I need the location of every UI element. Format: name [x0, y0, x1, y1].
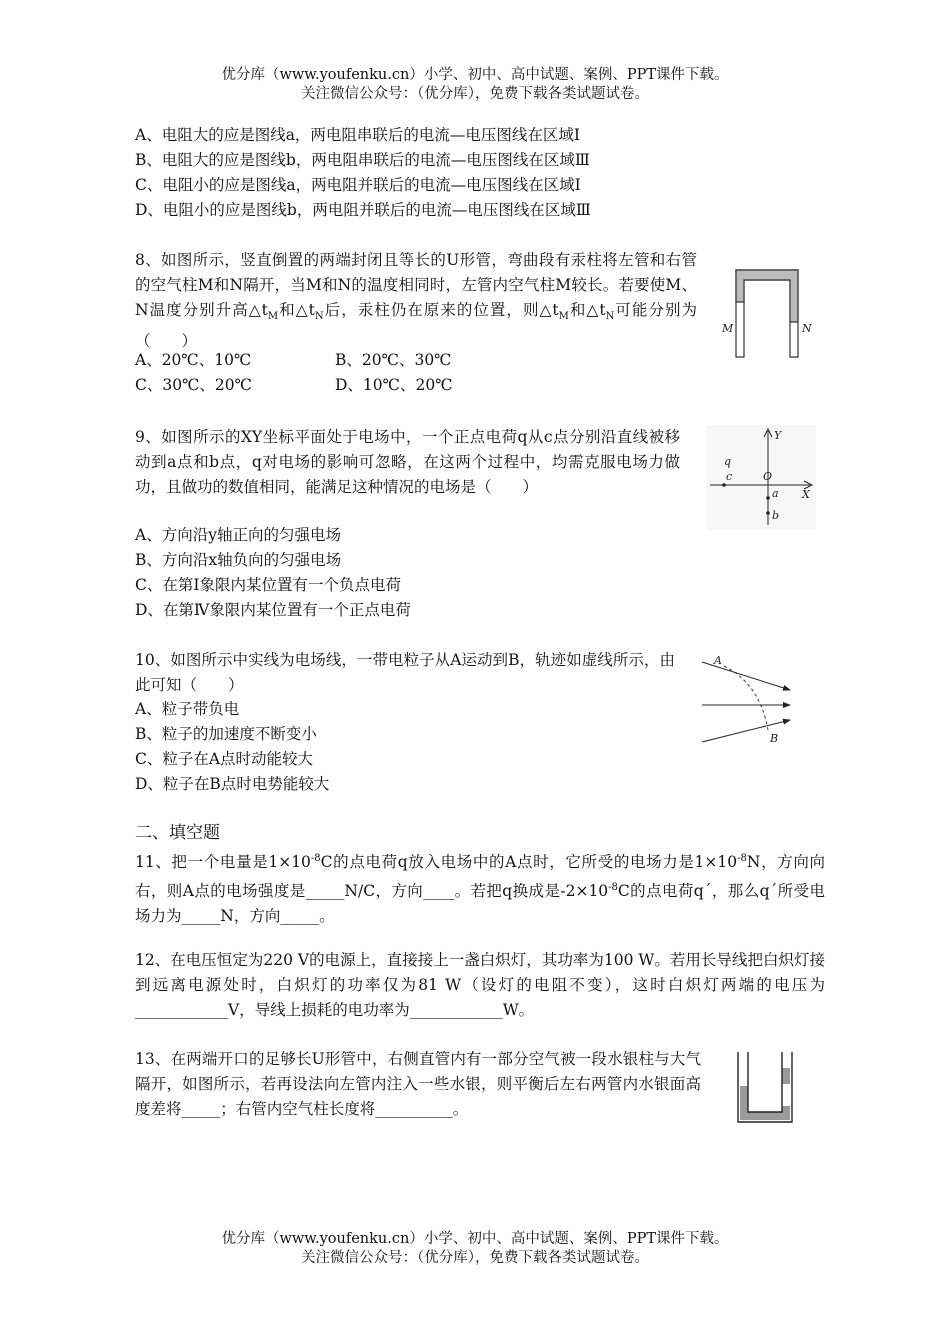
q8-label-n: N [802, 322, 812, 335]
q9-label-x: X [802, 488, 810, 501]
q9-coordinate-figure [706, 425, 816, 530]
q13-blank-1[interactable]: _____ [181, 1100, 221, 1118]
q8-option-a: A、20℃、10℃ [135, 351, 252, 369]
q11-blank-4[interactable]: _____ [280, 907, 320, 926]
q13-u-tube-figure [730, 1046, 802, 1128]
q8-option-b: B、20℃、30℃ [335, 351, 452, 369]
header-line-1: 优分库（www.youfenku.cn）小学、初中、高中试题、案例、PPT课件下载。 [221, 67, 729, 83]
q11-blank-3[interactable]: _____ [181, 907, 221, 926]
q7-option-b: B、电阻大的应是图线b，两电阻串联后的电流—电压图线在区域Ⅲ [135, 151, 590, 169]
q8-u-tube-figure [718, 262, 818, 362]
q7-option-a: A、电阻大的应是图线a，两电阻串联后的电流—电压图线在区域Ⅰ [135, 126, 581, 144]
q11-stem: 11、把一个电量是$1\times 10^{-8}C$的点电荷q放入电场中的A点时，它所受的电场力是$1\times 10^{-8}N$，方向向右，则A点的电场强度是_____N/C，方向____。若把q换成是$-2\times 10^{-8}C$的点电荷q´，那么q´所受电场力为_____N，方向_____。 [135, 853, 825, 926]
q7-option-d: D、电阻小的应是图线b，两电阻并联后的电流—电压图线在区域Ⅲ [135, 201, 591, 219]
q10-option-d: D、粒子在B点时电势能较大 [135, 775, 330, 793]
q8-stem: 8、如图所示，竖直倒置的两端封闭且等长的U形管，弯曲段有汞柱将左管和右管的空气柱M和N隔开，当M和N的温度相同时，左管内空气柱M较长。若要使M、N温度分别升高$\triangle t_M$和$\triangle t_N$后，汞柱仍在原来的位置，则$\triangle t_M$和$\triangle t_N$可能分别为（ ） [135, 251, 698, 351]
footer-line-1: 优分库（www.youfenku.cn）小学、初中、高中试题、案例、PPT课件下载。 [221, 1231, 729, 1247]
q9-label-a: a [772, 487, 779, 500]
q13-blank-2[interactable]: __________ [375, 1100, 453, 1118]
q9-option-c: C、在第Ⅰ象限内某位置有一个负点电荷 [135, 576, 401, 594]
q10-option-c: C、粒子在A点时动能较大 [135, 750, 314, 768]
header-line-2: 关注微信公众号：（优分库），免费下载各类试题试卷。 [301, 86, 649, 102]
section-2-title: 二、填空题 [135, 823, 220, 843]
q10-label-b: B [770, 732, 779, 745]
q9-option-b: B、方向沿x轴负向的匀强电场 [135, 551, 342, 569]
q9-label-q: q [724, 455, 732, 468]
q12-stem: 12、在电压恒定为220 V的电源上，直接接上一盏白炽灯，其功率为100 W。若用长导线把白炽灯接到远离电源处时，白炽灯的功率仅为81 W（设灯的电阻不变），这时白炽灯两端的电压为____________V，导线上损耗的电功率为____________W。 [135, 951, 825, 1019]
q10-option-a: A、粒子带负电 [135, 700, 240, 718]
q9-stem: 9、如图所示的XY坐标平面处于电场中，一个正点电荷q从c点分别沿直线被移动到a点和b点，q对电场的影响可忽略，在这两个过程中，均需克服电场力做功，且做功的数值相同，能满足这种情况的电场是（ ） [135, 428, 680, 496]
q8-label-m: M [722, 322, 734, 335]
q10-label-a: A [714, 654, 722, 667]
q13-stem: 13、在两端开口的足够长U形管中，右侧直管内有一部分空气被一段水银柱与大气隔开，如图所示，若再设法向左管内注入一些水银，则平衡后左右两管内水银面高度差将_____；右管内空气柱长度将__________。 [135, 1050, 701, 1118]
q11-blank-1[interactable]: _____ [305, 882, 345, 901]
q9-label-y: Y [774, 429, 782, 442]
q10-stem: 10、如图所示中实线为电场线，一带电粒子从A运动到B，轨迹如虚线所示，由此可知（ ） [135, 651, 675, 694]
q9-option-d: D、在第Ⅳ象限内某位置有一个正点电荷 [135, 601, 411, 619]
q9-label-c: c [726, 470, 733, 483]
q9-option-a: A、方向沿y轴正向的匀强电场 [135, 526, 341, 544]
q8-option-c: C、30℃、20℃ [135, 376, 252, 394]
q11-blank-2[interactable]: ____ [423, 882, 455, 901]
q10-field-lines-figure [698, 650, 798, 750]
q9-label-b: b [772, 509, 780, 522]
q9-label-o: O [763, 470, 773, 483]
q10-option-b: B、粒子的加速度不断变小 [135, 725, 317, 743]
footer-line-2: 关注微信公众号：（优分库），免费下载各类试题试卷。 [301, 1250, 649, 1266]
q7-option-c: C、电阻小的应是图线a，两电阻并联后的电流—电压图线在区域Ⅰ [135, 176, 581, 194]
q12-blank-2[interactable]: ____________ [409, 1001, 503, 1019]
q8-option-d: D、10℃、20℃ [335, 376, 453, 394]
q12-blank-1[interactable]: ____________ [135, 1001, 228, 1019]
